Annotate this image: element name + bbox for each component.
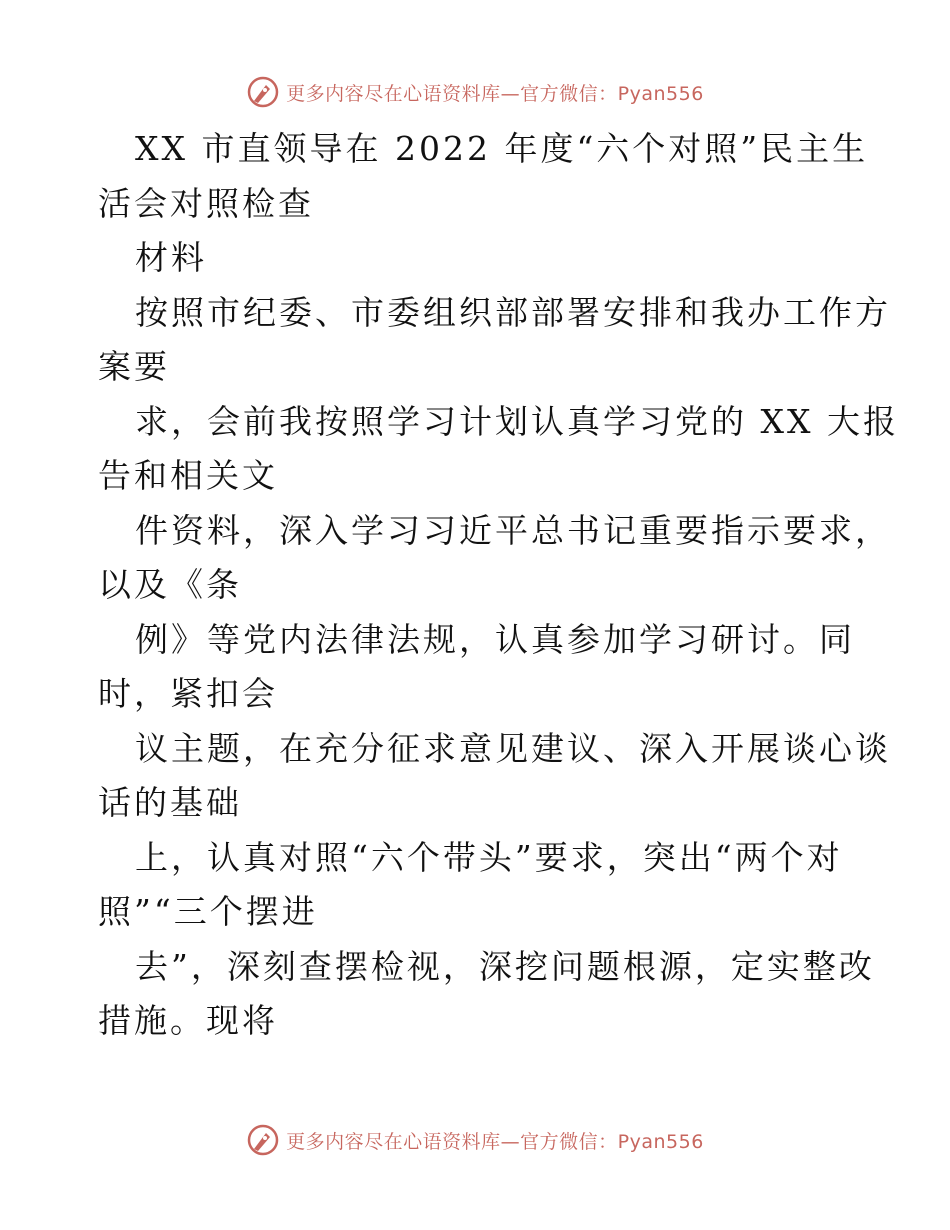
pen-nib-icon	[246, 1123, 280, 1157]
text-line: 去”，深刻查摆检视，深挖问题根源，定实整改	[135, 946, 875, 986]
text-line: 以及《条	[98, 565, 242, 604]
text-line: 措施。现将	[98, 1001, 278, 1040]
pen-nib-icon	[246, 75, 280, 109]
text-line: 案要	[98, 347, 170, 386]
text-line: 活会对照检查	[98, 183, 314, 223]
footer-watermark-banner	[0, 1120, 950, 1160]
text-line: 告和相关文	[98, 456, 278, 495]
watermark-text: 更多内容尽在心语资料库—官方微信：Pyan556	[286, 1130, 704, 1153]
text-line: XX 市直领导在 2022 年度“六个对照”民主生	[135, 129, 869, 168]
text-line: 话的基础	[98, 783, 242, 822]
watermark-text: 更多内容尽在心语资料库—官方微信：Pyan556	[286, 82, 704, 105]
text-line: 议主题，在充分征求意见建议、深入开展谈心谈	[135, 728, 891, 768]
text-line: 件资料，深入学习习近平总书记重要指示要求，	[135, 510, 891, 550]
text-line: 求，会前我按照学习计划认真学习党的 XX 大报	[135, 401, 899, 441]
text-line: 时，紧扣会	[98, 674, 278, 713]
text-line: 材料	[135, 238, 207, 277]
header-watermark-banner	[0, 72, 950, 112]
document-body	[98, 122, 899, 1049]
text-line: 例》等党内法律法规，认真参加学习研讨。同	[135, 619, 855, 659]
text-line: 上，认真对照“六个带头”要求，突出“两个对	[135, 837, 843, 877]
text-line: 照”“三个摆进	[98, 892, 318, 931]
text-line: 按照市纪委、市委组织部部署安排和我办工作方	[135, 292, 891, 332]
